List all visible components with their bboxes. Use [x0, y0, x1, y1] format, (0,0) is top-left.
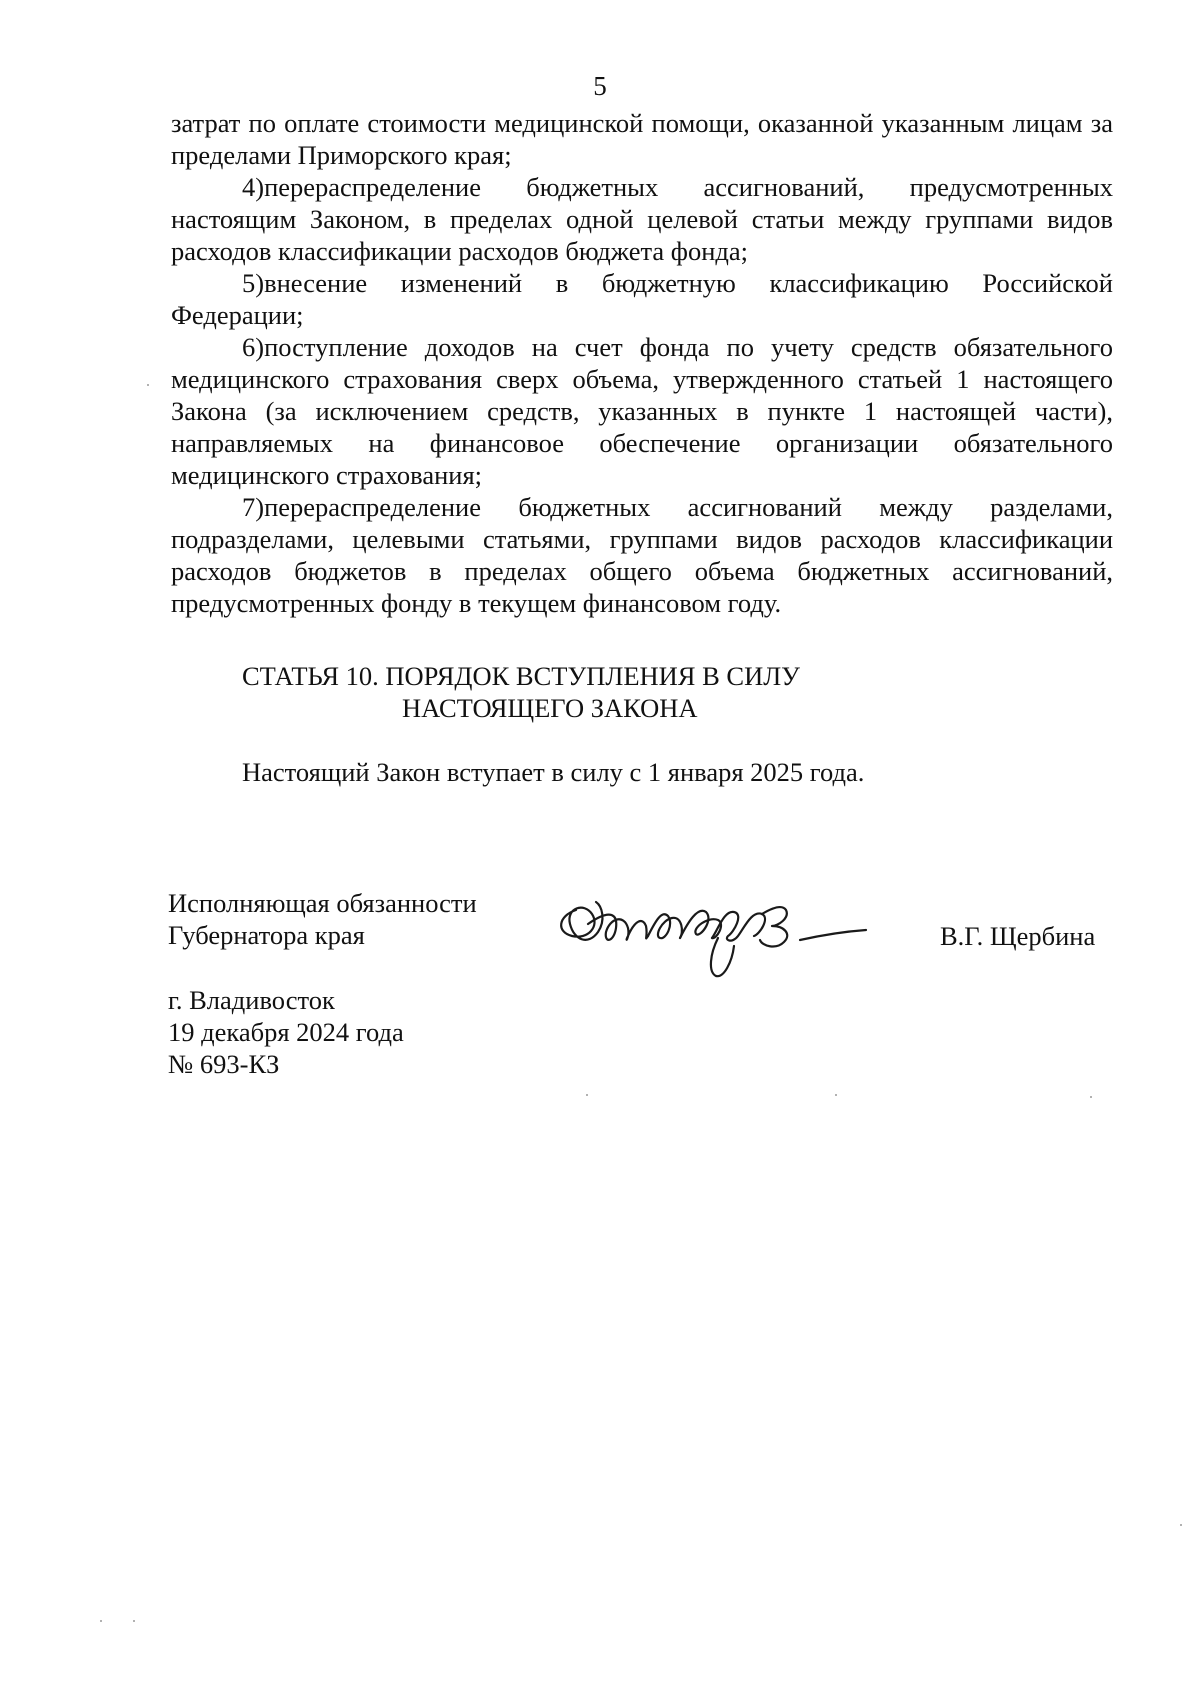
place-date-block: [168, 984, 404, 1080]
body-text: [171, 107, 1113, 619]
scan-speck: [1180, 1524, 1182, 1526]
scan-speck: [147, 384, 149, 386]
paragraph-item-6: 6)поступление доходов на счет фонда по учету средств обязательного медицинского страхования сверх объема, утвержденного статьей 1 настоящего Закона (за исключением средств, указанных в пункте 1 настоящей части), направляемых на финансовое обеспечение организации обязательного медицинского страхования;: [171, 332, 1113, 490]
paragraph-continuation: затрат по оплате стоимости медицинской помощи, оказанной указанным лицам за пределами Приморского края;: [171, 108, 1113, 170]
scan-speck: [835, 1094, 837, 1096]
city: г. Владивосток: [168, 985, 335, 1015]
scan-speck: [100, 1620, 102, 1622]
paragraph-item-5: 5)внесение изменений в бюджетную классификацию Российской Федерации;: [171, 268, 1113, 330]
article-heading-line2: НАСТОЯЩЕГО ЗАКОНА: [402, 693, 698, 723]
article-heading: [242, 660, 800, 724]
paragraph-item-4: 4)перераспределение бюджетных ассигнований, предусмотренных настоящим Законом, в пределах одной целевой статьи между группами видов расходов классификации расходов бюджета фонда;: [171, 172, 1113, 266]
signatory-title-line1: Исполняющая обязанности: [168, 888, 477, 918]
article-text: Настоящий Закон вступает в силу с 1 января 2025 года.: [242, 757, 865, 787]
signatory-name: В.Г. Щербина: [940, 921, 1096, 951]
law-number: № 693-КЗ: [168, 1049, 280, 1079]
paragraph-item-7: 7)перераспределение бюджетных ассигнований между разделами, подразделами, целевыми статьями, группами видов расходов классификации расходов бюджетов в пределах общего объема бюджетных ассигнований, предусмотренных фонду в текущем финансовом году.: [171, 492, 1113, 618]
scan-speck: [133, 1620, 135, 1622]
article-heading-line1: СТАТЬЯ 10. ПОРЯДОК ВСТУПЛЕНИЯ В СИЛУ: [242, 661, 800, 691]
date: 19 декабря 2024 года: [168, 1017, 404, 1047]
handwritten-signature: [548, 880, 888, 990]
signatory-title: [168, 887, 477, 951]
scan-speck: [1090, 1096, 1092, 1098]
signatory-title-line2: Губернатора края: [168, 920, 365, 950]
page-number: 5: [593, 71, 607, 101]
scan-speck: [586, 1094, 588, 1096]
